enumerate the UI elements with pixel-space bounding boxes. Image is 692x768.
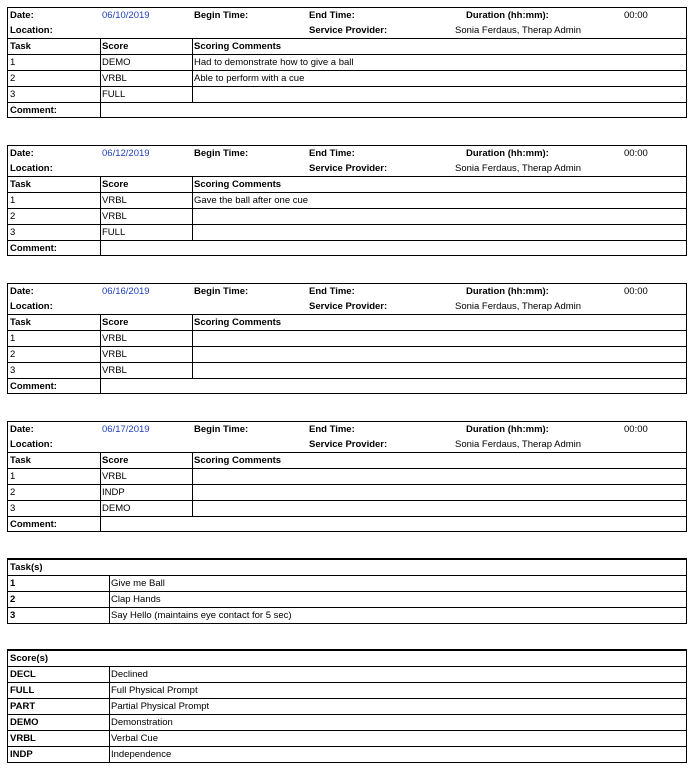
session-date: 06/12/2019 (102, 148, 150, 159)
score-row (8, 666, 686, 682)
duration-value: 00:00 (624, 10, 648, 21)
score-description: Declined (111, 669, 148, 680)
score-title-row (8, 650, 686, 666)
service-provider-label: Service Provider: (309, 439, 388, 450)
task-column-header: Task (10, 179, 31, 190)
score-value: VRBL (102, 333, 127, 344)
comment-label: Comment: (10, 243, 57, 254)
task-key: 1 (10, 578, 16, 589)
score-row (8, 714, 686, 730)
task-number: 3 (10, 365, 16, 376)
score-column-header: Score (102, 179, 129, 190)
score-row (8, 224, 686, 240)
end-time-label: End Time: (309, 10, 355, 21)
score-row (8, 70, 686, 86)
score-key: DEMO (10, 717, 39, 728)
score-value: INDP (102, 487, 125, 498)
score-row (8, 698, 686, 714)
score-row (8, 208, 686, 224)
score-table (8, 176, 686, 256)
task-description: Say Hello (maintains eye contact for 5 sec) (111, 610, 292, 621)
session-header-row-2 (8, 437, 686, 452)
end-time-label: End Time: (309, 286, 355, 297)
date-label: Date: (10, 148, 34, 159)
score-table (8, 38, 686, 118)
task-number: 2 (10, 487, 16, 498)
task-number: 2 (10, 73, 16, 84)
scoring-comments-column-header: Scoring Comments (194, 179, 282, 190)
comment-row (8, 516, 686, 532)
task-key: 2 (10, 594, 16, 605)
score-table-header (8, 38, 686, 54)
duration-label: Duration (hh:mm): (466, 424, 549, 435)
score-row (8, 682, 686, 698)
scoring-comment: Had to demonstrate how to give a ball (194, 57, 354, 68)
session-date: 06/16/2019 (102, 286, 150, 297)
score-legend (7, 649, 687, 763)
duration-value: 00:00 (624, 148, 648, 159)
session-header-row-1 (8, 422, 686, 437)
task-number: 2 (10, 349, 16, 360)
score-value: VRBL (102, 211, 127, 222)
duration-value: 00:00 (624, 286, 648, 297)
score-description: Full Physical Prompt (111, 685, 198, 696)
task-title: Task(s) (10, 562, 43, 573)
duration-value: 00:00 (624, 424, 648, 435)
duration-label: Duration (hh:mm): (466, 286, 549, 297)
score-title: Score(s) (10, 653, 49, 664)
begin-time-label: Begin Time: (194, 424, 249, 435)
task-number: 3 (10, 503, 16, 514)
service-provider-value: Sonia Ferdaus, Therap Admin (455, 439, 582, 450)
service-provider-value: Sonia Ferdaus, Therap Admin (455, 163, 582, 174)
score-row (8, 86, 686, 102)
comment-row (8, 378, 686, 394)
scoring-comments-column-header: Scoring Comments (194, 317, 282, 328)
score-row (8, 192, 686, 208)
begin-time-label: Begin Time: (194, 286, 249, 297)
comment-label: Comment: (10, 105, 57, 116)
service-provider-label: Service Provider: (309, 25, 388, 36)
task-description: Give me Ball (111, 578, 165, 589)
begin-time-label: Begin Time: (194, 148, 249, 159)
score-column-header: Score (102, 317, 129, 328)
task-row (8, 607, 686, 623)
task-column-header: Task (10, 317, 31, 328)
task-row (8, 575, 686, 591)
date-label: Date: (10, 10, 34, 21)
session-block (7, 145, 687, 256)
session-header-row-1 (8, 8, 686, 23)
duration-label: Duration (hh:mm): (466, 10, 549, 21)
end-time-label: End Time: (309, 424, 355, 435)
task-number: 1 (10, 471, 16, 482)
score-value: VRBL (102, 365, 127, 376)
service-provider-label: Service Provider: (309, 301, 388, 312)
score-description: Demonstration (111, 717, 173, 728)
session-date: 06/17/2019 (102, 424, 150, 435)
score-row (8, 484, 686, 500)
date-label: Date: (10, 286, 34, 297)
task-title-row (8, 559, 686, 575)
service-provider-value: Sonia Ferdaus, Therap Admin (455, 301, 582, 312)
session-date: 06/10/2019 (102, 10, 150, 21)
score-key: DECL (10, 669, 36, 680)
score-key: FULL (10, 685, 35, 696)
session-header-row-2 (8, 161, 686, 176)
score-value: VRBL (102, 73, 127, 84)
score-key: VRBL (10, 733, 36, 744)
session-block (7, 421, 687, 532)
score-table-header (8, 314, 686, 330)
score-table (8, 314, 686, 394)
score-table-header (8, 176, 686, 192)
score-row (8, 468, 686, 484)
score-key: INDP (10, 749, 33, 760)
score-value: FULL (102, 89, 126, 100)
duration-label: Duration (hh:mm): (466, 148, 549, 159)
score-row (8, 500, 686, 516)
task-number: 1 (10, 195, 16, 206)
comment-label: Comment: (10, 519, 57, 530)
date-label: Date: (10, 424, 34, 435)
score-key: PART (10, 701, 36, 712)
score-value: VRBL (102, 471, 127, 482)
location-label: Location: (10, 301, 53, 312)
task-number: 1 (10, 57, 16, 68)
score-row (8, 346, 686, 362)
task-description: Clap Hands (111, 594, 161, 605)
score-value: DEMO (102, 503, 131, 514)
score-value: VRBL (102, 349, 127, 360)
scoring-comments-column-header: Scoring Comments (194, 41, 282, 52)
task-column-header: Task (10, 455, 31, 466)
score-column-header: Score (102, 455, 129, 466)
score-description: Verbal Cue (111, 733, 159, 744)
comment-label: Comment: (10, 381, 57, 392)
comment-row (8, 240, 686, 256)
score-value: VRBL (102, 195, 127, 206)
service-provider-label: Service Provider: (309, 163, 388, 174)
score-value: FULL (102, 227, 126, 238)
score-table-header (8, 452, 686, 468)
score-row (8, 330, 686, 346)
session-header-row-1 (8, 284, 686, 299)
scoring-comments-column-header: Scoring Comments (194, 455, 282, 466)
scoring-comment: Able to perform with a cue (194, 73, 305, 84)
score-description: Partial Physical Prompt (111, 701, 210, 712)
comment-row (8, 102, 686, 118)
score-row (8, 362, 686, 378)
end-time-label: End Time: (309, 148, 355, 159)
task-row (8, 591, 686, 607)
begin-time-label: Begin Time: (194, 10, 249, 21)
session-block (7, 7, 687, 118)
score-value: DEMO (102, 57, 131, 68)
service-provider-value: Sonia Ferdaus, Therap Admin (455, 25, 582, 36)
task-legend (7, 558, 687, 624)
location-label: Location: (10, 163, 53, 174)
location-label: Location: (10, 439, 53, 450)
score-row (8, 746, 686, 762)
session-header-row-2 (8, 299, 686, 314)
score-row (8, 730, 686, 746)
task-number: 3 (10, 89, 16, 100)
score-description: Independence (111, 749, 172, 760)
task-number: 3 (10, 227, 16, 238)
score-column-header: Score (102, 41, 129, 52)
scoring-comment: Gave the ball after one cue (194, 195, 309, 206)
task-key: 3 (10, 610, 16, 621)
score-row (8, 54, 686, 70)
location-label: Location: (10, 25, 53, 36)
task-number: 2 (10, 211, 16, 222)
session-header-row-1 (8, 146, 686, 161)
session-header-row-2 (8, 23, 686, 38)
task-column-header: Task (10, 41, 31, 52)
session-block (7, 283, 687, 394)
task-number: 1 (10, 333, 16, 344)
score-table (8, 452, 686, 532)
